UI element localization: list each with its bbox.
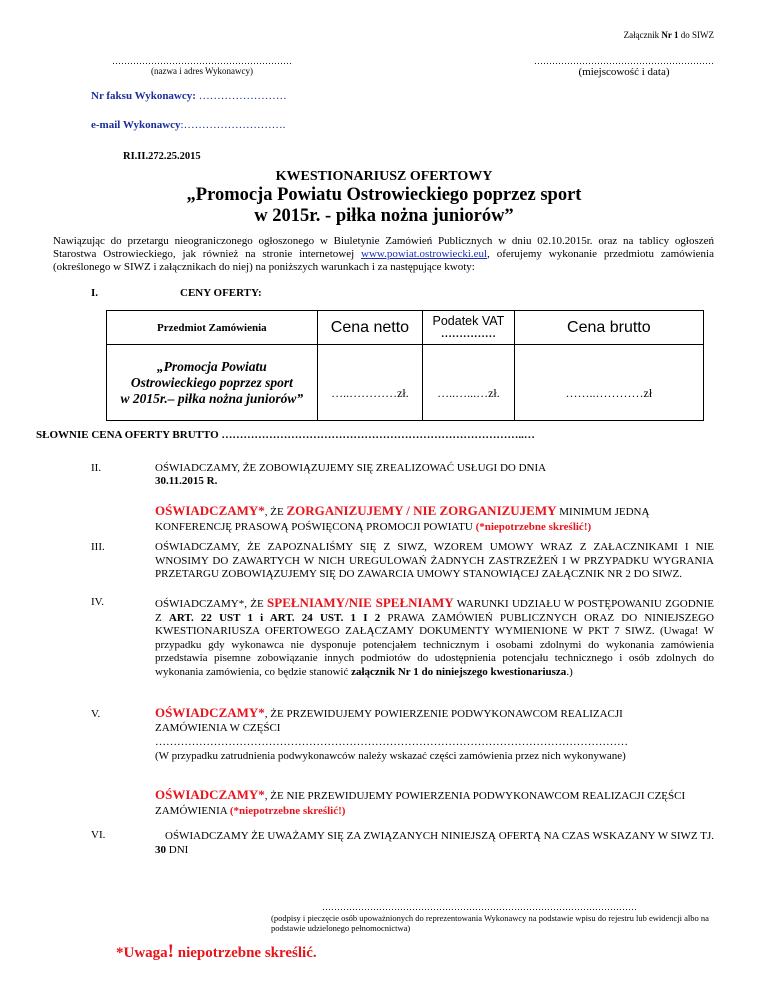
price-in-words-field[interactable]: SŁOWNIE CENA OFERTY BRUTTO ………………………………………………………………………..…	[36, 429, 535, 441]
section-4-text: OŚWIADCZAMY*, ŻE SPEŁNIAMY/NIE SPEŁNIAMY WARUNKI UDZIAŁU W POSTĘPOWANIU ZGODNIE Z ART. 22 UST 1 i ART. 24 UST. 1 I 2 PRAWA ZAMÓWIEŃ PUBLICZNYCH ORAZ DO NINIEJSZEGO KWESTIONARIUSZA OFERTOWEGO ZAŁĄCZAMY DOKUMENTY WYMIENIONE W PKT 7 SIWZ. (Uwaga! W przypadku gdy wykonawca nie dysponuje potencjałem technicznym i osobami zdolnymi do wykonania zamówienia przedstawia pisemne zobowiązanie innych podmiotów do udostępnienia potencjału technicznego i osób zdolnych do wykonania zamówienia, co będzie stanowić załącznik Nr 1 do niniejszego kwestionariusza.)	[155, 595, 714, 678]
section-1-label: CENY OFERTY:	[180, 287, 262, 299]
website-link[interactable]: www.powiat.ostrowiecki.eul	[361, 248, 488, 260]
col-net: Cena netto	[317, 311, 422, 345]
project-title: „Promocja Powiatu Ostrowieckiego poprzez sport w 2015r. - piłka nożna juniorów”	[186, 185, 582, 226]
col-vat: Podatek VAT ……………	[423, 311, 515, 345]
col-subject: Przedmiot Zamówienia	[107, 311, 318, 345]
reference-number: RI.II.272.25.2015	[123, 151, 201, 162]
footer-note: *Uwaga! niepotrzebne skreślić.	[116, 941, 317, 962]
net-price-field[interactable]: …..…………zł.	[317, 345, 422, 421]
subject-cell: „Promocja Powiatu Ostrowieckiego poprzez sport w 2015r.– piłka nożna juniorów”	[107, 345, 318, 421]
section-3-number: III.	[91, 541, 105, 553]
section-2-number: II.	[91, 462, 102, 474]
form-title: KWESTIONARIUSZ OFERTOWY	[275, 169, 493, 184]
place-date-field[interactable]: …………………………………………………… (miejscowość i data)	[517, 56, 731, 78]
section-1-number: I.	[91, 287, 99, 299]
gross-price-field[interactable]: ……..…………zł	[514, 345, 703, 421]
annex-label: Załącznik Nr 1 do SIWZ	[623, 30, 714, 40]
col-gross: Cena brutto	[514, 311, 703, 345]
intro-paragraph: Nawiązując do przetargu nieograniczonego ogłoszonego w Biuletynie Zamówień Publicznych w dniu 02.10.2015r. oraz na tablicy ogłoszeń Starostwa Ostrowieckiego, jak również na stronie internetowej www.powiat.ostrowiecki.eul, oferujemy wykonanie przedmiotu zamówienia (określonego w SIWZ i załącznikach do niej) na poniższych warunkach i za następujące kwoty:	[53, 235, 714, 273]
vat-field[interactable]: …..…...…zł.	[423, 345, 515, 421]
section-2-text: OŚWIADCZAMY, ŻE ZOBOWIĄZUJEMY SIĘ ZREALIZOWAĆ USŁUGI DO DNIA 30.11.2015 R.	[155, 462, 547, 487]
subcontract-parts-field[interactable]: …………………………………………………………………………………………………………………	[155, 736, 628, 748]
contractor-name-field[interactable]: …………………………………………………… (nazwa i adres Wykonawcy)	[91, 56, 313, 76]
fax-field[interactable]: Nr faksu Wykonawcy: ……………………	[91, 90, 287, 102]
conference-choice[interactable]: ZORGANIZUJEMY / NIE ZORGANIZUJEMY	[286, 503, 557, 518]
signature-field[interactable]: ……………………………………………………………………………………………	[322, 902, 637, 912]
email-field[interactable]: e-mail Wykonawcy:……………………….	[91, 119, 286, 131]
section-3-text: OŚWIADCZAMY, ŻE ZAPOZNALIŚMY SIĘ Z SIWZ, WZOREM UMOWY WRAZ Z ZAŁACZNIKAMI I NIE WNOSIMY DO ZAWARTYCH W NICH UREGULOWAŃ ŻADNYCH ZASTRZEŻEŃ I W PRZYPADKU WYGRANIA PRZETARGU ZOBOWIĄZUJEMY SIĘ DO ZAWARCIA UMOWY STANOWIĄCEJ ZAŁĄCZNIK NR 2 DO SIWZ.	[155, 541, 714, 580]
qualification-choice[interactable]: SPEŁNIAMY/NIE SPEŁNIAMY	[267, 595, 454, 610]
contractor-caption: (nazwa i adres Wykonawcy)	[151, 66, 253, 76]
section-5-number: V.	[91, 708, 101, 720]
conference-statement: OŚWIADCZAMY*, ŻE ZORGANIZUJEMY / NIE ZORGANIZUJEMY MINIMUM JEDNĄ KONFERENCJĘ PRASOWĄ POŚWIĘCONĄ PROMOCJI POWIATU (*niepotrzebne skreślić!)	[155, 503, 650, 533]
section-6-text: OŚWIADCZAMY ŻE UWAŻAMY SIĘ ZA ZWIĄZANYCH NINIEJSZĄ OFERTĄ NA CZAS WSKAZANY W SIWZ TJ. 30 DNI	[155, 830, 714, 856]
place-date-caption: (miejscowość i data)	[578, 66, 670, 78]
signature-caption: (podpisy i pieczęcie osób upoważnionych do reprezentowania Wykonawcy na podstawie wpisu do rejestru lub ewidencji albo na podstawie udzielonego pełnomocnictwa)	[271, 913, 709, 933]
section-5-text: OŚWIADCZAMY*, ŻE PRZEWIDUJEMY POWIERZENIE PODWYKONAWCOM REALIZACJI ZAMÓWIENIA W CZĘŚCI ………………………………………………………………………………………………………………… (W przypadku zatrudnienia podwykonawców należy wskazać części zamówienia przez nich wykonywane)	[155, 706, 715, 763]
section-4-number: IV.	[91, 596, 104, 608]
no-subcontract-statement: OŚWIADCZAMY*, ŻE NIE PRZEWIDUJEMY POWIERZENIA PODWYKONAWCOM REALIZACJI CZĘŚCI ZAMÓWIENIA (*niepotrzebne skreślić!)	[155, 787, 686, 817]
section-6-number: VI.	[91, 829, 106, 841]
price-table	[106, 310, 704, 421]
